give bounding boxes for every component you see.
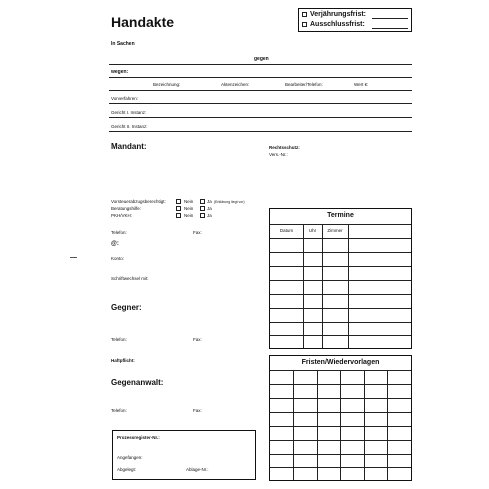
fristen-heading: Fristen/Wiedervorlagen	[270, 356, 411, 371]
gegner-telefon-label: Telefon:	[111, 337, 127, 342]
verjaehrung-line[interactable]	[372, 18, 408, 19]
pkh-nein-label: Nein	[184, 213, 194, 218]
gericht1-line	[109, 117, 412, 118]
beratungshilfe-ja-checkbox[interactable]	[200, 206, 205, 211]
termine-heading: Termine	[270, 209, 411, 225]
gegen-label: gegen	[254, 56, 269, 62]
termine-row-line	[270, 266, 411, 267]
mandant-konto-label: Konto:	[111, 256, 125, 261]
mandant-email-label: @:	[111, 241, 119, 247]
fristen-row-line	[270, 467, 411, 468]
vers-nr-label: Vers.-Nr.:	[269, 152, 288, 157]
pkh-ja-checkbox[interactable]	[200, 213, 205, 218]
fristen-row-line	[270, 454, 411, 455]
gegen-line	[109, 64, 412, 65]
separator-line	[109, 90, 412, 91]
in-sachen-label: In Sachen	[111, 41, 135, 47]
gegenanwalt-fax-label: Fax:	[193, 408, 202, 413]
pkh-ja-label: Ja	[207, 213, 212, 218]
vorverfahren-label: Vorverfahren:	[111, 96, 139, 101]
termine-row-line	[270, 335, 411, 336]
bezeichnung-label: Bezeichnung:	[153, 82, 181, 87]
gericht2-line	[109, 131, 412, 132]
prozessregister-label: Prozessregister-Nr.:	[117, 435, 160, 440]
termine-row-line	[270, 294, 411, 295]
mandant-telefon-label: Telefon:	[111, 230, 127, 235]
beratungshilfe-label: Beratungshilfe:	[111, 206, 142, 211]
schriftwechsel-label: Schriftwechsel mit:	[111, 276, 149, 281]
fristen-divider	[340, 370, 341, 480]
ausschluss-line[interactable]	[372, 28, 408, 29]
termine-row-line	[270, 308, 411, 309]
gegenanwalt-telefon-label: Telefon:	[111, 408, 127, 413]
pkh-label: PKH/VKH:	[111, 213, 133, 218]
vorsteuer-ja-note: (Erklärung liegt vor)	[214, 200, 245, 204]
fristen-row-line	[270, 426, 411, 427]
termine-row-line	[270, 280, 411, 281]
termine-col-zimmer: Zimmer	[327, 228, 343, 233]
aktenzeichen-label: Aktenzeichen:	[221, 82, 250, 87]
vorsteuer-nein-label: Nein	[184, 199, 194, 204]
wert-label: Wert €:	[354, 82, 369, 87]
page-title: Handakte	[111, 14, 175, 30]
fristen-divider	[387, 370, 388, 480]
mandant-heading: Mandant:	[111, 142, 147, 151]
fristen-table	[269, 355, 412, 481]
beratungshilfe-nein-checkbox[interactable]	[176, 206, 181, 211]
termine-col-uhr: Uhr	[308, 228, 317, 233]
wegen-label: wegen:	[111, 69, 129, 75]
angefangen-label: Angefangen:	[117, 455, 143, 460]
gegner-fax-label: Fax:	[193, 337, 202, 342]
termine-divider-2	[322, 224, 323, 348]
termine-row-line	[270, 252, 411, 253]
verjaehrung-checkbox[interactable]	[302, 12, 307, 17]
ausschluss-checkbox[interactable]	[302, 22, 307, 27]
haftpflicht-label: Haftpflicht:	[111, 358, 135, 363]
ausschluss-label: Ausschlussfrist:	[310, 21, 365, 28]
verjaehrung-label: Verjährungsfrist:	[310, 11, 367, 18]
vorsteuer-nein-checkbox[interactable]	[176, 199, 181, 204]
termine-table	[269, 208, 412, 349]
wegen-line	[109, 77, 412, 78]
gegenanwalt-heading: Gegenanwalt:	[111, 378, 164, 387]
ablage-label: Ablage-Nr.:	[186, 467, 209, 472]
vorsteuer-ja-checkbox[interactable]	[200, 199, 205, 204]
rechtsschutz-label: Rechtsschutz:	[269, 145, 300, 150]
termine-header-row	[270, 224, 411, 239]
vorsteuer-label: Vorsteuerabzugsberechtigt:	[111, 199, 166, 204]
gericht2-label: Gericht II. Instanz:	[111, 124, 148, 129]
fristen-row-line	[270, 412, 411, 413]
gericht1-label: Gericht I. Instanz:	[111, 110, 147, 115]
termine-divider-1	[303, 224, 304, 348]
margin-mark	[70, 257, 77, 258]
fristen-row-line	[270, 440, 411, 441]
vorverfahren-line	[109, 103, 412, 104]
abgelegt-label: Abgelegt:	[117, 467, 137, 472]
beratungshilfe-nein-label: Nein	[184, 206, 194, 211]
termine-divider-3	[348, 224, 349, 348]
bearbeiter-label: Bearbeiter/Telefon:	[285, 82, 323, 87]
fristen-divider	[293, 370, 294, 480]
fristen-row-line	[270, 398, 411, 399]
gegner-heading: Gegner:	[111, 303, 142, 312]
termine-row-line	[270, 322, 411, 323]
fristen-divider	[317, 370, 318, 480]
pkh-nein-checkbox[interactable]	[176, 213, 181, 218]
mandant-fax-label: Fax:	[193, 230, 202, 235]
fristen-divider	[364, 370, 365, 480]
fristen-row-line	[270, 384, 411, 385]
beratungshilfe-ja-label: Ja	[207, 206, 212, 211]
vorsteuer-ja-label: Ja	[207, 199, 212, 204]
termine-col-datum: Datum	[279, 228, 294, 233]
